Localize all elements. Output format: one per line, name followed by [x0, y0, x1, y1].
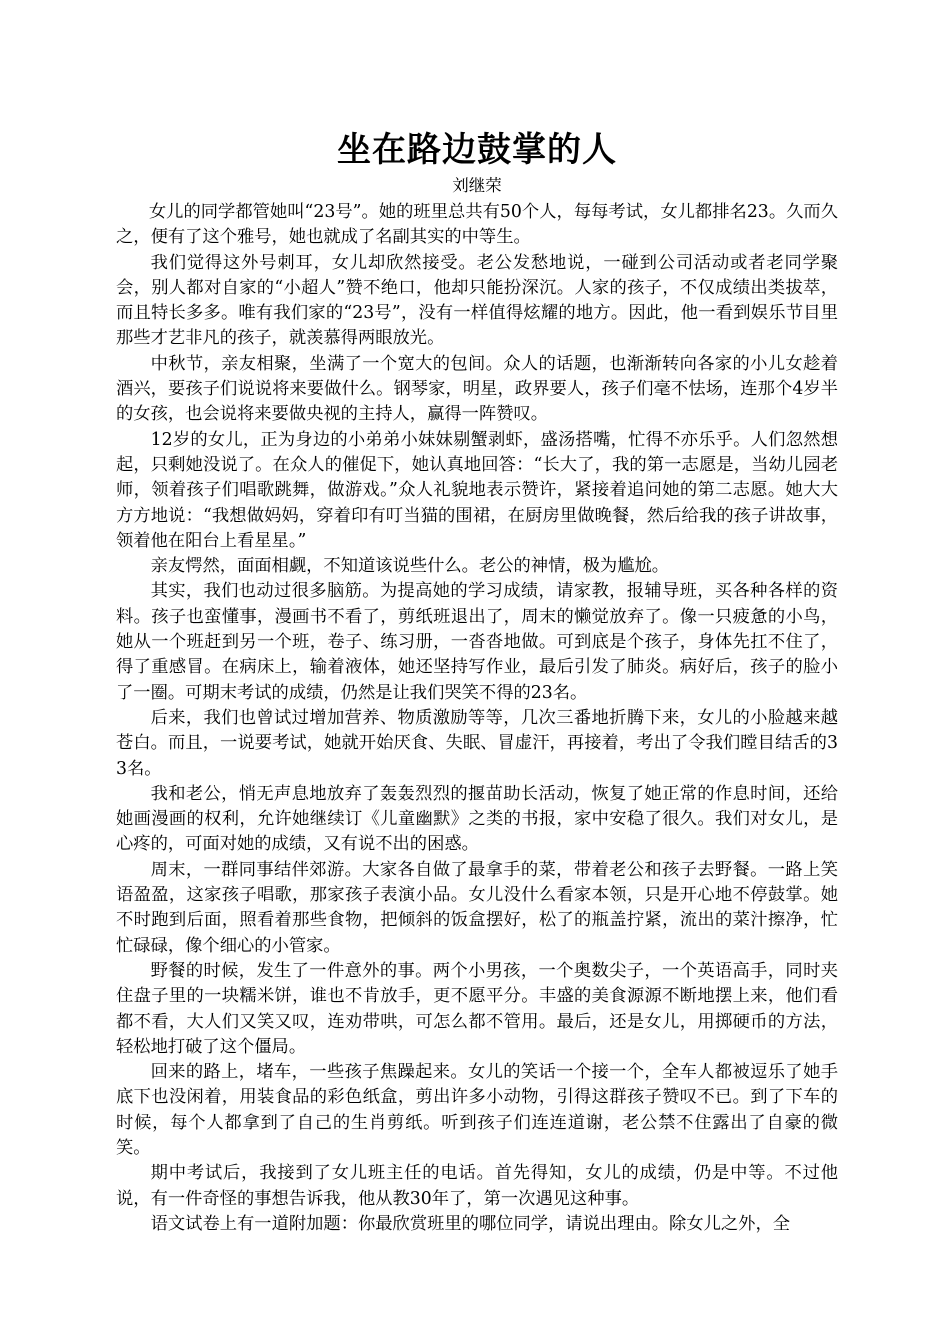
paragraph: 亲友愕然，面面相觑，不知道该说些什么。老公的神情，极为尴尬。 [150, 556, 670, 577]
paragraph: 野餐的时候，发生了一件意外的事。两个小男孩，一个奥数尖子，一个英语高手，同时夹住盘子里的一块糯米饼，谁也不肯放手，更不愿平分。丰盛的美食源源不断地摆上来，他们看都不看，大人们又笑又叹，连劝带哄，可怎么都不管用。最后，还是女儿，用掷硬币的方法，轻松地打破了这个僵局。 [116, 960, 838, 1057]
document-page [116, 126, 838, 1237]
paragraph: 后来，我们也曾试过增加营养、物质激励等等，几次三番地折腾下来，女儿的小脸越来越苍白。而且，一说要考试，她就开始厌食、失眠、冒虚汗，再接着，考出了令我们瞠目结舌的33名。 [116, 707, 838, 779]
article-body [116, 200, 838, 1237]
paragraph: 回来的路上，堵车，一些孩子焦躁起来。女儿的笑话一个接一个，全车人都被逗乐了她手底下也没闲着，用装食品的彩色纸盒，剪出许多小动物，引得这群孩子赞叹不已。到了下车的时候，每个人都拿到了自己的生肖剪纸。听到孩子们连连道谢，老公禁不住露出了自豪的微笑。 [116, 1062, 838, 1158]
paragraph: 女儿的同学都管她叫“23号”。她的班里总共有50个人，每每考试，女儿都排名23。久而久之，便有了这个雅号，她也就成了名副其实的中等生。 [116, 202, 838, 248]
paragraph: 期中考试后，我接到了女儿班主任的电话。首先得知，女儿的成绩，仍是中等。不过他说，有一件奇怪的事想告诉我，他从教30年了，第一次遇见这种事。 [116, 1163, 838, 1209]
paragraph: 我们觉得这外号刺耳，女儿却欣然接受。老公发愁地说，一碰到公司活动或者老同学聚会，别人都对自家的“小超人”赞不绝口，他却只能扮深沉。人家的孩子，不仅成绩出类拔萃，而且特长多多。唯有我们家的“23号”，没有一样值得炫耀的地方。因此，他一看到娱乐节目里那些才艺非凡的孩子，就羡慕得两眼放光。 [116, 252, 838, 349]
paragraph: 语文试卷上有一道附加题：你最欣赏班里的哪位同学，请说出理由。除女儿之外，全 [150, 1213, 791, 1234]
article-title: 坐在路边鼓掌的人 [337, 130, 617, 170]
paragraph: 我和老公，悄无声息地放弃了轰轰烈烈的揠苗助长活动，恢复了她正常的作息时间，还给她画漫画的权利，允许她继续订《儿童幽默》之类的书报，家中安稳了很久。我们对女儿，是心疼的，可面对她的成绩，又有说不出的困惑。 [116, 783, 838, 855]
article-author: 刘继荣 [452, 176, 502, 195]
paragraph: 其实，我们也动过很多脑筋。为提高她的学习成绩，请家教，报辅导班，买各种各样的资料。孩子也蛮懂事，漫画书不看了，剪纸班退出了，周末的懒觉放弃了。像一只疲惫的小鸟，她从一个班赶到另一个班，卷子、练习册，一沓沓地做。可到底是个孩子，身体先扛不住了，得了重感冒。在病床上，输着液体，她还坚持写作业，最后引发了肺炎。病好后，孩子的脸小了一圈。可期末考试的成绩，仍然是让我们哭笑不得的23名。 [116, 581, 838, 703]
paragraph: 周末，一群同事结伴郊游。大家各自做了最拿手的菜，带着老公和孩子去野餐。一路上笑语盈盈，这家孩子唱歌，那家孩子表演小品。女儿没什么看家本领，只是开心地不停鼓掌。她不时跑到后面，照看着那些食物，把倾斜的饭盒摆好，松了的瓶盖拧紧，流出的菜汁擦净，忙忙碌碌，像个细心的小管家。 [116, 859, 838, 956]
paragraph: 12岁的女儿，正为身边的小弟弟小妹妹剔蟹剥虾，盛汤搭嘴，忙得不亦乐乎。人们忽然想起，只剩她没说了。在众人的催促下，她认真地回答：“长大了，我的第一志愿是，当幼儿园老师，领着孩子们唱歌跳舞，做游戏。”众人礼貌地表示赞许，紧接着追问她的第二志愿。她大大方方地说：“我想做妈妈，穿着印有叮当猫的围裙，在厨房里做晚餐，然后给我的孩子讲故事，领着他在阳台上看星星。” [116, 429, 838, 551]
paragraph: 中秋节，亲友相聚，坐满了一个宽大的包间。众人的话题，也渐渐转向各家的小儿女趁着酒兴，要孩子们说说将来要做什么。钢琴家，明星，政界要人，孩子们毫不怯场，连那个4岁半的女孩，也会说将来要做央视的主持人，赢得一阵赞叹。 [116, 353, 838, 425]
